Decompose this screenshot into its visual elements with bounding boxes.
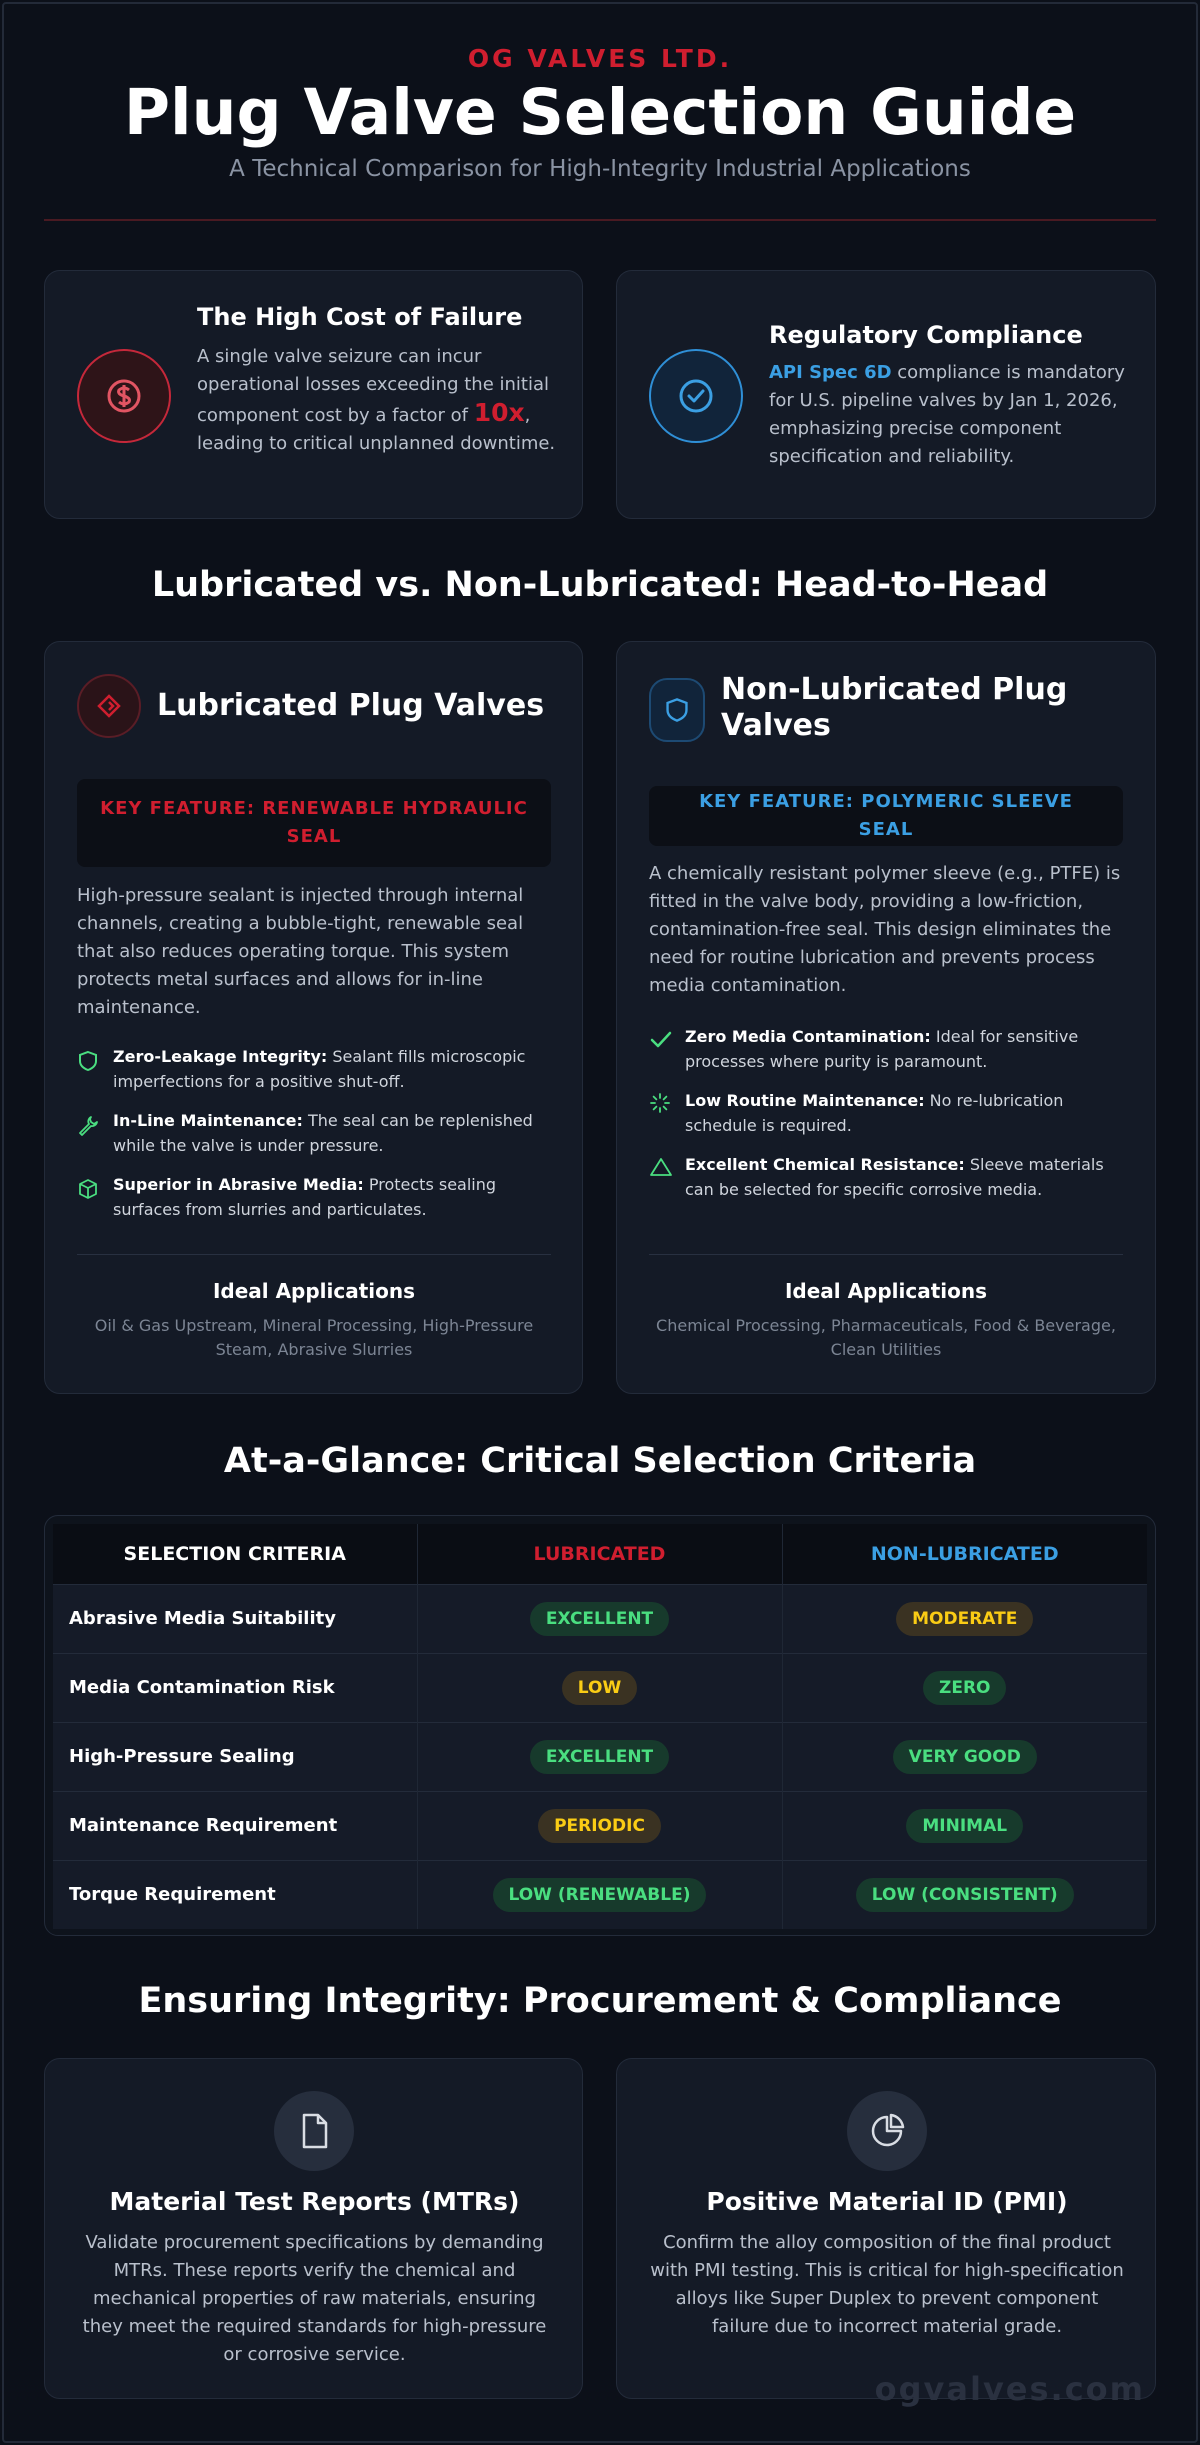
non-lubricated-rating-cell (782, 1860, 1147, 1929)
lubricated-feature (113, 1044, 553, 1094)
page-title: Plug Valve Selection Guide (123, 76, 1077, 149)
card-title: Regulatory Compliance (769, 321, 1083, 349)
criteria-name: Torque Requirement (53, 1860, 417, 1929)
non-lubricated-title: Non-Lubricated Plug Valves (721, 672, 1068, 743)
pmi-card (616, 2058, 1156, 2399)
ideal-applications-text: Oil & Gas Upstream, Mineral Processing, High-Pressure Steam, Abrasive Slurries (94, 1316, 534, 1359)
card-text (769, 359, 1131, 471)
cube-icon (77, 1178, 99, 1200)
lubricated-feature (113, 1172, 553, 1222)
non-lubricated-rating-badge: ZERO (923, 1671, 1006, 1705)
api-spec-highlight: API Spec 6D (769, 362, 892, 383)
pmi-title: Positive Material ID (PMI) (706, 2187, 1068, 2216)
feature-label: In-Line Maintenance: (113, 1111, 303, 1130)
criteria-name: High-Pressure Sealing (53, 1722, 417, 1791)
criteria-table (53, 1524, 1147, 1929)
text-part: , leading to critical unplanned downtime. (197, 405, 556, 454)
lubricated-key-feature: KEY FEATURE: RENEWABLE HYDRAULIC SEAL (77, 779, 551, 867)
header-criteria: SELECTION CRITERIA (53, 1524, 417, 1584)
non-lubricated-rating-badge: MINIMAL (906, 1809, 1023, 1843)
loader-icon (649, 1092, 671, 1114)
criteria-name: Media Contamination Risk (53, 1653, 417, 1722)
non-lubricated-rating-cell (782, 1584, 1147, 1653)
lubricated-valve-icon (77, 674, 141, 738)
section-divider (77, 1254, 551, 1255)
lubricated-rating-cell (417, 1860, 782, 1929)
lubricated-title: Lubricated Plug Valves (157, 688, 545, 723)
dollar-icon (77, 349, 171, 443)
table-row (53, 1791, 1147, 1860)
mtr-text: Validate procurement specifications by demanding MTRs. These reports verify the chemical and mechanical properties of raw materials, ensuring they meet the required standards for high-pressure or corrosive service. (82, 2232, 547, 2365)
feature-text: Protects sealing surfaces from slurries and particulates. (113, 1175, 497, 1219)
non-lubricated-description: A chemically resistant polymer sleeve (e.g., PTFE) is fitted in the valve body, providing a low-friction, contamination-free seal. This design eliminates the need for routine lubrication and prevents process media contamination. (649, 863, 1121, 996)
ideal-applications-heading: Ideal Applications (212, 1279, 416, 1303)
table-header-row (53, 1524, 1147, 1584)
check-circle-icon (649, 349, 743, 443)
ideal-applications-heading: Ideal Applications (784, 1279, 988, 1303)
non-lubricated-rating-cell (782, 1791, 1147, 1860)
wrench-icon (77, 1114, 99, 1136)
multiplier-highlight: 10x (473, 398, 525, 427)
lubricated-rating-badge: EXCELLENT (530, 1602, 669, 1636)
triangle-icon (649, 1156, 673, 1178)
lubricated-rating-cell (417, 1791, 782, 1860)
shield-icon (649, 678, 705, 742)
text-part: A single valve seizure can incur operational losses exceeding the initial component cost by a factor of (197, 346, 550, 426)
mtr-card (44, 2058, 583, 2399)
check-icon (649, 1028, 673, 1050)
regulatory-compliance-card (616, 270, 1156, 519)
lubricated-rating-badge: LOW (RENEWABLE) (493, 1878, 707, 1912)
pie-chart-icon (847, 2091, 927, 2171)
brand-name: OG VALVES LTD. (467, 44, 733, 73)
procurement-section-title: Ensuring Integrity: Procurement & Compliance (138, 1981, 1062, 2021)
non-lubricated-feature (685, 1088, 1125, 1138)
table-row (53, 1653, 1147, 1722)
non-lubricated-feature (685, 1152, 1125, 1202)
non-lubricated-rating-cell (782, 1653, 1147, 1722)
table-row (53, 1860, 1147, 1929)
lubricated-rating-badge: EXCELLENT (530, 1740, 669, 1774)
document-icon (274, 2091, 354, 2171)
feature-label: Low Routine Maintenance: (685, 1091, 925, 1110)
feature-label: Zero-Leakage Integrity: (113, 1047, 328, 1066)
criteria-name: Abrasive Media Suitability (53, 1584, 417, 1653)
feature-text: The seal can be replenished while the valve is under pressure. (113, 1111, 533, 1155)
criteria-table-container (44, 1515, 1156, 1936)
header-non-lubricated: NON-LUBRICATED (782, 1524, 1147, 1584)
shield-icon (77, 1050, 99, 1072)
non-lubricated-card (616, 641, 1156, 1394)
non-lubricated-rating-badge: LOW (CONSISTENT) (856, 1878, 1074, 1912)
lubricated-rating-cell (417, 1584, 782, 1653)
feature-text: Sleeve materials can be selected for specific corrosive media. (685, 1155, 1104, 1199)
card-text (197, 343, 557, 458)
table-row (53, 1584, 1147, 1653)
lubricated-card (44, 641, 583, 1394)
lubricated-rating-badge: LOW (562, 1671, 637, 1705)
lubricated-rating-cell (417, 1722, 782, 1791)
non-lubricated-rating-badge: MODERATE (896, 1602, 1033, 1636)
pmi-text: Confirm the alloy composition of the final product with PMI testing. This is critical for high-specification alloys like Super Duplex to prevent component failure due to incorrect material grade. (650, 2232, 1124, 2337)
page-subtitle: A Technical Comparison for High-Integrity Industrial Applications (229, 156, 971, 182)
non-lubricated-rating-badge: VERY GOOD (893, 1740, 1037, 1774)
feature-label: Superior in Abrasive Media: (113, 1175, 364, 1194)
card-title: The High Cost of Failure (197, 303, 523, 331)
lubricated-description: High-pressure sealant is injected through internal channels, creating a bubble-tight, renewable seal that also reduces operating torque. This system protects metal surfaces and allows for in-line maintenance. (77, 885, 524, 1018)
lubricated-rating-cell (417, 1653, 782, 1722)
header-divider (44, 219, 1156, 221)
ideal-applications-text: Chemical Processing, Pharmaceuticals, Food & Beverage, Clean Utilities (656, 1316, 1116, 1359)
lubricated-feature (113, 1108, 553, 1158)
section-divider (649, 1254, 1123, 1255)
comparison-section-title: Lubricated vs. Non-Lubricated: Head-to-Head (151, 565, 1049, 605)
feature-label: Zero Media Contamination: (685, 1027, 931, 1046)
header-lubricated: LUBRICATED (417, 1524, 782, 1584)
non-lubricated-feature (685, 1024, 1125, 1074)
feature-label: Excellent Chemical Resistance: (685, 1155, 965, 1174)
criteria-section-title: At-a-Glance: Critical Selection Criteria (223, 1441, 977, 1481)
feature-text: Sealant fills microscopic imperfections for a positive shut-off. (113, 1047, 526, 1091)
criteria-name: Maintenance Requirement (53, 1791, 417, 1860)
feature-text: No re-lubrication schedule is required. (685, 1091, 1064, 1135)
feature-text: Ideal for sensitive processes where purity is paramount. (685, 1027, 1079, 1071)
cost-of-failure-card (44, 270, 583, 519)
website-watermark: ogvalves.com (874, 2370, 1145, 2408)
text-part: compliance is mandatory for U.S. pipeline valves by Jan 1, 2026, emphasizing precise component specification and reliability. (769, 362, 1125, 467)
non-lubricated-rating-cell (782, 1722, 1147, 1791)
table-row (53, 1722, 1147, 1791)
non-lubricated-key-feature: KEY FEATURE: POLYMERIC SLEEVE SEAL (649, 786, 1123, 846)
mtr-title: Material Test Reports (MTRs) (109, 2187, 520, 2216)
lubricated-rating-badge: PERIODIC (538, 1809, 661, 1843)
